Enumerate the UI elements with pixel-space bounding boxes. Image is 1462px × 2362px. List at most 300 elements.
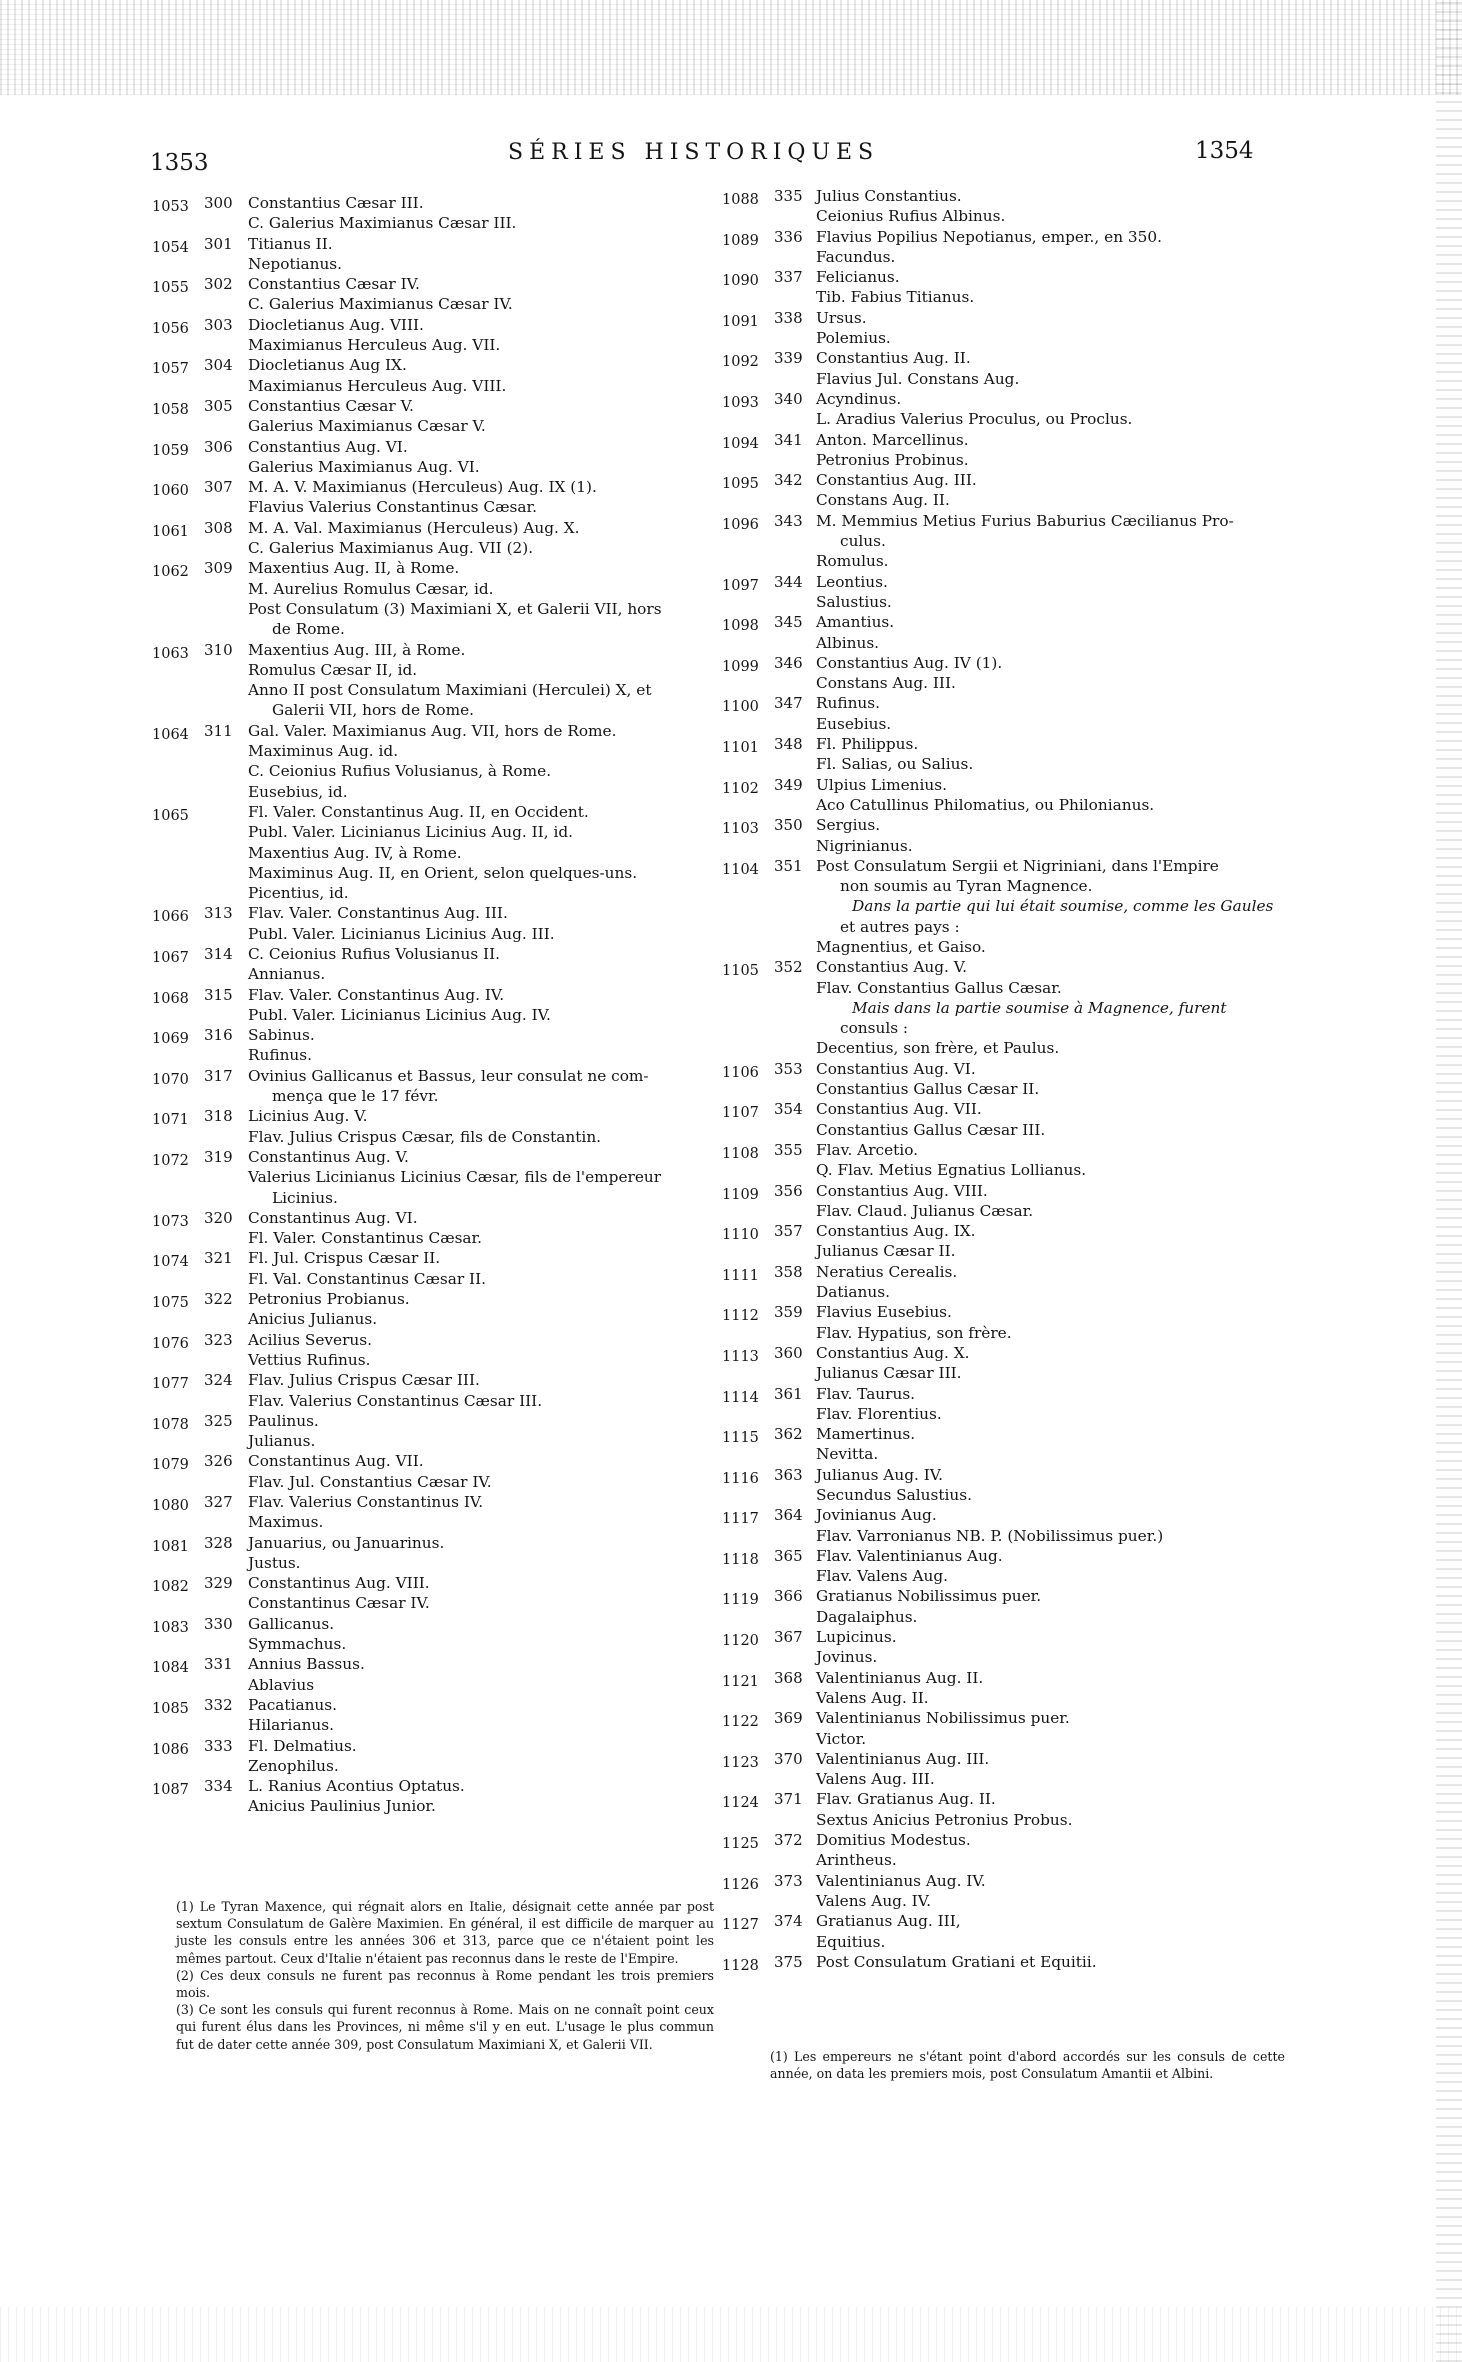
- consul-line: Constantinus Aug. V.: [248, 1147, 409, 1166]
- consul-line: Constantius Aug. VIII.: [816, 1181, 988, 1200]
- footnotes-right: [770, 2048, 1285, 2082]
- consul-line: Galerius Maximianus Cæsar V.: [248, 417, 486, 436]
- year-of-rome: 1085: [152, 1700, 189, 1717]
- year-of-rome: 1077: [152, 1376, 189, 1393]
- year-ad: 349: [774, 775, 803, 794]
- consul-entry: [720, 1465, 1265, 1506]
- consul-entry: [150, 234, 710, 275]
- year-of-rome: 1063: [152, 645, 189, 662]
- year-of-rome: 1109: [722, 1186, 759, 1203]
- year-ad: 302: [204, 275, 233, 294]
- consul-line: Constantinus Cæsar IV.: [248, 1594, 430, 1613]
- year-ad: 309: [204, 559, 233, 578]
- consul-line: Titianus II.: [248, 234, 333, 253]
- consul-line: Flav. Florentius.: [816, 1404, 942, 1423]
- year-of-rome: 1054: [152, 239, 189, 256]
- consul-line: Tib. Fabius Titianus.: [816, 288, 975, 307]
- consul-line: M. A. Val. Maximianus (Herculeus) Aug. X.: [248, 518, 580, 537]
- year-of-rome: 1106: [722, 1064, 759, 1081]
- year-of-rome: 1090: [722, 273, 759, 290]
- year-of-rome: 1055: [152, 280, 189, 297]
- consul-entry: [150, 1330, 710, 1371]
- consul-line: Constans Aug. III.: [816, 674, 956, 693]
- year-of-rome: 1117: [722, 1511, 759, 1528]
- consul-line: Flav. Hypatius, son frère.: [816, 1323, 1012, 1342]
- consul-line: Anicius Paulinius Junior.: [248, 1797, 436, 1816]
- year-of-rome: 1087: [152, 1782, 189, 1799]
- consul-entry: [720, 1059, 1265, 1100]
- consul-entry: [720, 1586, 1265, 1627]
- year-ad: 367: [774, 1628, 803, 1647]
- consul-entry: [150, 1533, 710, 1574]
- scan-noise-top: [0, 0, 1462, 95]
- year-of-rome: 1091: [722, 313, 759, 330]
- year-of-rome: 1123: [722, 1754, 759, 1771]
- year-of-rome: 1092: [722, 354, 759, 371]
- year-ad: 344: [774, 572, 803, 591]
- consul-line: de Rome.: [272, 620, 345, 639]
- consul-entry: [720, 1668, 1265, 1709]
- consul-line: Valens Aug. III.: [816, 1770, 935, 1789]
- year-ad: 343: [774, 511, 803, 530]
- consul-line: Januarius, ou Januarinus.: [248, 1533, 445, 1552]
- year-ad: 375: [774, 1952, 803, 1971]
- year-ad: 354: [774, 1100, 803, 1119]
- year-of-rome: 1101: [722, 740, 759, 757]
- year-ad: 306: [204, 437, 233, 456]
- consul-line: Publ. Valer. Licinianus Licinius Aug. III.: [248, 924, 555, 943]
- consul-line: Maxentius Aug. III, à Rome.: [248, 640, 466, 659]
- year-ad: 308: [204, 518, 233, 537]
- consul-line: Arintheus.: [816, 1851, 897, 1870]
- consul-line: Constantius Aug. VI.: [816, 1059, 976, 1078]
- footnotes-left: [176, 1898, 714, 2053]
- consul-line: Amantius.: [816, 613, 895, 632]
- year-of-rome: 1116: [722, 1470, 759, 1487]
- year-of-rome: 1068: [152, 990, 189, 1007]
- consul-line: Aco Catullinus Philomatius, ou Philonianus.: [816, 795, 1155, 814]
- consul-entry: [150, 193, 710, 234]
- year-of-rome: 1083: [152, 1619, 189, 1636]
- consul-line: M. Memmius Metius Furius Baburius Cæcilianus Pro-: [816, 511, 1234, 530]
- year-of-rome: 1081: [152, 1538, 189, 1555]
- year-of-rome: 1099: [722, 658, 759, 675]
- year-ad: 336: [774, 227, 803, 246]
- consul-line: Flav. Valerius Constantinus Cæsar III.: [248, 1391, 543, 1410]
- consul-line: Jovinus.: [816, 1648, 878, 1667]
- consul-entry: [150, 1776, 710, 1817]
- consul-line: Domitius Modestus.: [816, 1831, 971, 1850]
- consul-line: C. Galerius Maximianus Aug. VII (2).: [248, 539, 534, 558]
- consul-line: Petronius Probinus.: [816, 450, 969, 469]
- consul-line: Gallicanus.: [248, 1614, 335, 1633]
- consul-line: Felicianus.: [816, 268, 900, 287]
- year-of-rome: 1093: [722, 394, 759, 411]
- year-of-rome: 1107: [722, 1105, 759, 1122]
- consul-line: Constantius Cæsar IV.: [248, 275, 420, 294]
- year-ad: 342: [774, 471, 803, 490]
- consul-line: Flav. Valentinianus Aug.: [816, 1546, 1003, 1565]
- consul-line: Salustius.: [816, 592, 892, 611]
- year-ad: 322: [204, 1290, 233, 1309]
- consul-line: Flav. Varronianus NB. P. (Nobilissimus puer.): [816, 1526, 1164, 1545]
- year-of-rome: 1124: [722, 1795, 759, 1812]
- consul-entry: [720, 430, 1265, 471]
- consul-entry: [720, 1262, 1265, 1303]
- consul-entry: [720, 957, 1265, 1058]
- year-ad: 323: [204, 1330, 233, 1349]
- year-ad: 303: [204, 315, 233, 334]
- year-of-rome: 1065: [152, 807, 189, 824]
- consul-entry: [150, 1025, 710, 1066]
- consul-entry: [150, 721, 710, 802]
- consul-entry: [150, 518, 710, 559]
- consul-line: Annius Bassus.: [248, 1655, 365, 1674]
- consul-line: Flav. Valerius Constantinus IV.: [248, 1493, 484, 1511]
- consul-line: Flav. Jul. Constantius Cæsar IV.: [248, 1472, 492, 1491]
- year-ad: 316: [204, 1026, 233, 1045]
- year-of-rome: 1119: [722, 1592, 759, 1609]
- consul-line: non soumis au Tyran Magnence.: [840, 877, 1093, 896]
- consul-entry: [150, 1654, 710, 1695]
- consul-entry: [150, 640, 710, 721]
- consul-line: Datianus.: [816, 1283, 890, 1302]
- consul-line: Maximianus Herculeus Aug. VII.: [248, 336, 501, 355]
- consul-line: Valentinianus Aug. IV.: [816, 1871, 986, 1890]
- consul-line: Julianus Aug. IV.: [816, 1465, 943, 1484]
- consul-entry: [720, 1708, 1265, 1749]
- year-ad: 317: [204, 1066, 233, 1085]
- consul-line: C. Galerius Maximianus Cæsar IV.: [248, 295, 513, 314]
- year-ad: 328: [204, 1533, 233, 1552]
- consul-entry: [150, 274, 710, 315]
- consul-line: Constantius Aug. VI.: [248, 437, 408, 456]
- year-of-rome: 1125: [722, 1836, 759, 1853]
- consul-entry: [150, 355, 710, 396]
- year-of-rome: 1113: [722, 1348, 759, 1365]
- consul-line: Magnentius, et Gaiso.: [816, 937, 986, 956]
- year-ad: 372: [774, 1831, 803, 1850]
- year-ad: 337: [774, 268, 803, 287]
- year-ad: 310: [204, 640, 233, 659]
- consul-entry: [150, 1147, 710, 1208]
- year-ad: 359: [774, 1303, 803, 1322]
- consul-entry: [150, 558, 710, 639]
- consul-line: Valens Aug. IV.: [816, 1891, 931, 1910]
- consul-entry: [150, 1614, 710, 1655]
- consul-line: Acyndinus.: [816, 389, 902, 408]
- consul-line: Flav. Gratianus Aug. II.: [816, 1790, 996, 1809]
- year-of-rome: 1118: [722, 1551, 759, 1568]
- consul-line: Post Consulatum (3) Maximiani X, et Galerii VII, hors: [248, 599, 662, 618]
- year-of-rome: 1095: [722, 476, 759, 493]
- consul-entry: [720, 1830, 1265, 1871]
- year-ad: 334: [204, 1777, 233, 1796]
- year-ad: 331: [204, 1655, 233, 1674]
- year-of-rome: 1056: [152, 320, 189, 337]
- consul-entry: [720, 511, 1265, 572]
- consul-line: Galerius Maximianus Aug. VI.: [248, 457, 480, 476]
- consul-line: Julianus.: [248, 1432, 316, 1451]
- year-ad: 368: [774, 1668, 803, 1687]
- consul-line: Valentinianus Aug. III.: [816, 1749, 990, 1768]
- consul-entry: [150, 1736, 710, 1777]
- consul-line: Mais dans la partie soumise à Magnence, furent: [852, 998, 1227, 1017]
- consul-entry: [720, 1627, 1265, 1668]
- consul-entry: [720, 612, 1265, 653]
- consul-entry: [720, 775, 1265, 816]
- consul-line: Lupicinus.: [816, 1628, 897, 1647]
- consul-entry: [720, 1749, 1265, 1790]
- consul-line: Nevitta.: [816, 1445, 879, 1464]
- consul-line: Maximinus Aug. II, en Orient, selon quelques-uns.: [248, 863, 638, 882]
- consul-line: Constantius Aug. III.: [816, 471, 977, 490]
- consul-line: Fl. Jul. Crispus Cæsar II.: [248, 1249, 441, 1268]
- consul-line: Gratianus Aug. III,: [816, 1912, 961, 1931]
- consul-line: Maximus.: [248, 1513, 324, 1532]
- year-ad: 345: [774, 613, 803, 632]
- consul-line: Ovinius Gallicanus et Bassus, leur consulat ne com-: [248, 1066, 649, 1085]
- year-of-rome: 1064: [152, 726, 189, 743]
- consul-entry: [720, 734, 1265, 775]
- consul-line: Anno II post Consulatum Maximiani (Herculei) X, et: [248, 681, 652, 700]
- consul-line: Vettius Rufinus.: [248, 1350, 371, 1369]
- consul-line: Constantius Aug. X.: [816, 1343, 970, 1362]
- consul-line: Diocletianus Aug. VIII.: [248, 315, 424, 334]
- consul-line: Julianus Cæsar III.: [816, 1364, 962, 1383]
- consul-entry: [150, 1492, 710, 1533]
- consul-line: Constantius Gallus Cæsar II.: [816, 1080, 1040, 1099]
- year-ad: 301: [204, 234, 233, 253]
- consul-line: Romulus Cæsar II, id.: [248, 660, 418, 679]
- year-of-rome: 1110: [722, 1227, 759, 1244]
- year-of-rome: 1127: [722, 1917, 759, 1934]
- year-of-rome: 1069: [152, 1031, 189, 1048]
- consul-line: Fl. Delmatius.: [248, 1736, 357, 1755]
- scan-noise-right: [1436, 0, 1462, 2362]
- footnote: (3) Ce sont les consuls qui furent reconnus à Rome. Mais on ne connaît point ceux qui furent élus dans les Provinces, ni même s'il y en eut. L'usage le plus commun fut de dater cette année 309, post Consulatum Maximiani X, et Galerii VII.: [176, 2002, 714, 2052]
- year-ad: 338: [774, 308, 803, 327]
- consul-line: Post Consulatum Gratiani et Equitii.: [816, 1952, 1097, 1971]
- consul-entry: [720, 1099, 1265, 1140]
- year-of-rome: 1080: [152, 1498, 189, 1514]
- year-of-rome: 1079: [152, 1457, 189, 1474]
- year-of-rome: 1096: [722, 516, 759, 533]
- consul-line: Gal. Valer. Maximianus Aug. VII, hors de Rome.: [248, 721, 617, 740]
- consul-line: Facundus.: [816, 247, 896, 266]
- year-ad: 321: [204, 1249, 233, 1268]
- year-ad: 335: [774, 187, 803, 205]
- consul-line: Sextus Anicius Petronius Probus.: [816, 1810, 1073, 1829]
- year-of-rome: 1084: [152, 1660, 189, 1677]
- consul-line: Constantius Cæsar III.: [248, 194, 424, 212]
- year-ad: 363: [774, 1465, 803, 1484]
- year-ad: 307: [204, 478, 233, 497]
- year-ad: 374: [774, 1912, 803, 1931]
- scan-noise-bottom: [0, 2307, 1462, 2362]
- consul-entry: [720, 815, 1265, 856]
- year-of-rome: 1120: [722, 1633, 759, 1650]
- year-ad: 326: [204, 1452, 233, 1471]
- year-ad: 366: [774, 1587, 803, 1606]
- consul-line: Sabinus.: [248, 1026, 315, 1045]
- year-ad: 350: [774, 816, 803, 835]
- year-ad: 356: [774, 1181, 803, 1200]
- consul-line: Valentinianus Nobilissimus puer.: [816, 1709, 1070, 1728]
- consul-line: Constantius Aug. VII.: [816, 1100, 982, 1119]
- consul-entry: [720, 1384, 1265, 1425]
- consul-line: Fl. Salias, ou Salius.: [816, 755, 974, 774]
- consul-line: Victor.: [816, 1729, 867, 1748]
- year-ad: 324: [204, 1371, 233, 1390]
- consul-line: Julianus Cæsar II.: [816, 1242, 956, 1261]
- consul-entry: [720, 389, 1265, 430]
- consul-line: M. A. V. Maximianus (Herculeus) Aug. IX (1).: [248, 478, 597, 497]
- year-ad: 369: [774, 1709, 803, 1728]
- year-ad: 351: [774, 856, 803, 875]
- year-of-rome: 1073: [152, 1213, 189, 1230]
- consul-line: Flav. Julius Crispus Cæsar, fils de Constantin.: [248, 1127, 602, 1146]
- year-of-rome: 1097: [722, 577, 759, 594]
- year-of-rome: 1098: [722, 618, 759, 635]
- consul-line: Rufinus.: [248, 1046, 312, 1065]
- year-ad: 346: [774, 653, 803, 672]
- year-ad: 318: [204, 1107, 233, 1126]
- year-of-rome: 1071: [152, 1112, 189, 1129]
- year-ad: 340: [774, 389, 803, 408]
- year-of-rome: 1115: [722, 1430, 759, 1447]
- year-ad: 327: [204, 1493, 233, 1511]
- consul-line: Maximianus Herculeus Aug. VIII.: [248, 376, 507, 395]
- consul-line: Pacatianus.: [248, 1695, 337, 1714]
- running-title: SÉRIES HISTORIQUES: [508, 140, 880, 165]
- consul-line: Petronius Probianus.: [248, 1290, 410, 1309]
- year-ad: 362: [774, 1425, 803, 1444]
- consul-line: Post Consulatum Sergii et Nigriniani, dans l'Empire: [816, 856, 1219, 875]
- consul-line: Flavius Valerius Constantinus Cæsar.: [248, 498, 537, 517]
- consul-line: Flav. Valer. Constantinus Aug. IV.: [248, 985, 505, 1004]
- consul-line: Decentius, son frère, et Paulus.: [816, 1039, 1060, 1058]
- year-ad: 361: [774, 1384, 803, 1403]
- consul-line: Mamertinus.: [816, 1425, 916, 1444]
- year-ad: 311: [204, 721, 233, 740]
- consul-line: Valens Aug. II.: [816, 1688, 929, 1707]
- consul-line: Symmachus.: [248, 1635, 347, 1654]
- year-ad: 332: [204, 1695, 233, 1714]
- consul-line: Ursus.: [816, 308, 867, 327]
- year-of-rome: 1105: [722, 963, 759, 980]
- consul-line: Ablavius: [248, 1675, 315, 1694]
- consul-line: Constantinus Aug. VIII.: [248, 1574, 430, 1593]
- consul-entry: [720, 308, 1265, 349]
- consul-line: Fl. Philippus.: [816, 735, 919, 754]
- year-of-rome: 1062: [152, 564, 189, 581]
- year-of-rome: 1070: [152, 1071, 189, 1088]
- consul-line: Rufinus.: [816, 694, 880, 713]
- footnote: (1) Les empereurs ne s'étant point d'abord accordés sur les consuls de cette année, on data les premiers mois, post Consulatum Amantii et Albini.: [770, 2049, 1285, 2082]
- consul-entry: [150, 437, 710, 478]
- consul-line: Gratianus Nobilissimus puer.: [816, 1587, 1042, 1606]
- year-of-rome: 1104: [722, 861, 759, 878]
- consul-line: Ulpius Limenius.: [816, 775, 947, 794]
- year-of-rome: 1058: [152, 401, 189, 418]
- consul-line: Julius Constantius.: [816, 187, 962, 205]
- consul-line: Albinus.: [816, 633, 880, 652]
- consul-line: Ceionius Rufius Albinus.: [816, 207, 1006, 226]
- consul-entry: [720, 693, 1265, 734]
- year-ad: 370: [774, 1749, 803, 1768]
- consul-line: Valerius Licinianus Licinius Cæsar, fils de l'empereur: [248, 1168, 662, 1187]
- consul-entry: [150, 1106, 710, 1147]
- consul-line: Anton. Marcellinus.: [816, 430, 969, 449]
- consul-line: Constantius Aug. II.: [816, 349, 971, 368]
- consul-line: Valentinianus Aug. II.: [816, 1668, 984, 1687]
- year-of-rome: 1075: [152, 1295, 189, 1312]
- year-ad: 333: [204, 1736, 233, 1755]
- year-ad: 355: [774, 1140, 803, 1159]
- consul-line: Nepotianus.: [248, 254, 343, 273]
- consul-entry: [720, 1302, 1265, 1343]
- year-ad: 325: [204, 1411, 233, 1430]
- consul-line: Flav. Valens Aug.: [816, 1567, 949, 1586]
- year-of-rome: 1114: [722, 1389, 759, 1406]
- consul-entry: [720, 1546, 1265, 1587]
- consul-line: Secundus Salustius.: [816, 1486, 972, 1504]
- consul-entry: [150, 396, 710, 437]
- consul-entry: [720, 186, 1265, 227]
- consul-entry: [720, 1221, 1265, 1262]
- year-of-rome: 1089: [722, 232, 759, 249]
- year-of-rome: 1121: [722, 1673, 759, 1690]
- consul-line: Flav. Claud. Julianus Cæsar.: [816, 1201, 1034, 1220]
- consul-line: Fl. Valer. Constantinus Cæsar.: [248, 1229, 483, 1248]
- year-ad: 300: [204, 194, 233, 212]
- consul-line: Sergius.: [816, 816, 881, 835]
- year-ad: 364: [774, 1506, 803, 1525]
- year-ad: 373: [774, 1871, 803, 1890]
- consul-line: Picentius, id.: [248, 884, 349, 903]
- consul-line: Neratius Cerealis.: [816, 1262, 958, 1281]
- consul-entry: [150, 315, 710, 356]
- year-ad: 330: [204, 1614, 233, 1633]
- consul-entry: [720, 1343, 1265, 1384]
- year-of-rome: 1111: [722, 1267, 759, 1284]
- consul-line: Licinius Aug. V.: [248, 1107, 368, 1126]
- footnote: (1) Le Tyran Maxence, qui régnait alors en Italie, désignait cette année par post sextum Consulatum de Galère Maximien. En général, il est difficile de marquer au juste les consuls entre les années 306 et 313, parce que ce n'étaient point les mêmes partout. Ceux d'Italie n'étaient pas reconnus dans le reste de l'Empire.: [176, 1899, 714, 1966]
- consul-line: Dans la partie qui lui était soumise, comme les Gaules: [852, 897, 1274, 916]
- consul-line: Galerii VII, hors de Rome.: [272, 701, 475, 720]
- year-of-rome: 1061: [152, 523, 189, 540]
- consul-entry: [150, 1411, 710, 1452]
- year-ad: 339: [774, 349, 803, 368]
- year-of-rome: 1059: [152, 442, 189, 459]
- year-of-rome: 1057: [152, 361, 189, 378]
- consul-line: Eusebius, id.: [248, 782, 348, 801]
- consul-entry: [150, 477, 710, 518]
- consul-line: L. Aradius Valerius Proculus, ou Proclus.: [816, 410, 1133, 429]
- year-ad: 305: [204, 396, 233, 415]
- consul-line: Flav. Constantius Gallus Cæsar.: [816, 978, 1062, 997]
- consul-line: Constantius Cæsar V.: [248, 396, 414, 415]
- year-ad: 360: [774, 1343, 803, 1362]
- consul-entry: [720, 1911, 1265, 1952]
- year-ad: 352: [774, 958, 803, 977]
- year-of-rome: 1094: [722, 435, 759, 452]
- year-of-rome: 1126: [722, 1876, 759, 1893]
- consul-entry: [720, 348, 1265, 389]
- consul-entry: [720, 856, 1274, 957]
- consul-entry: [150, 1451, 710, 1492]
